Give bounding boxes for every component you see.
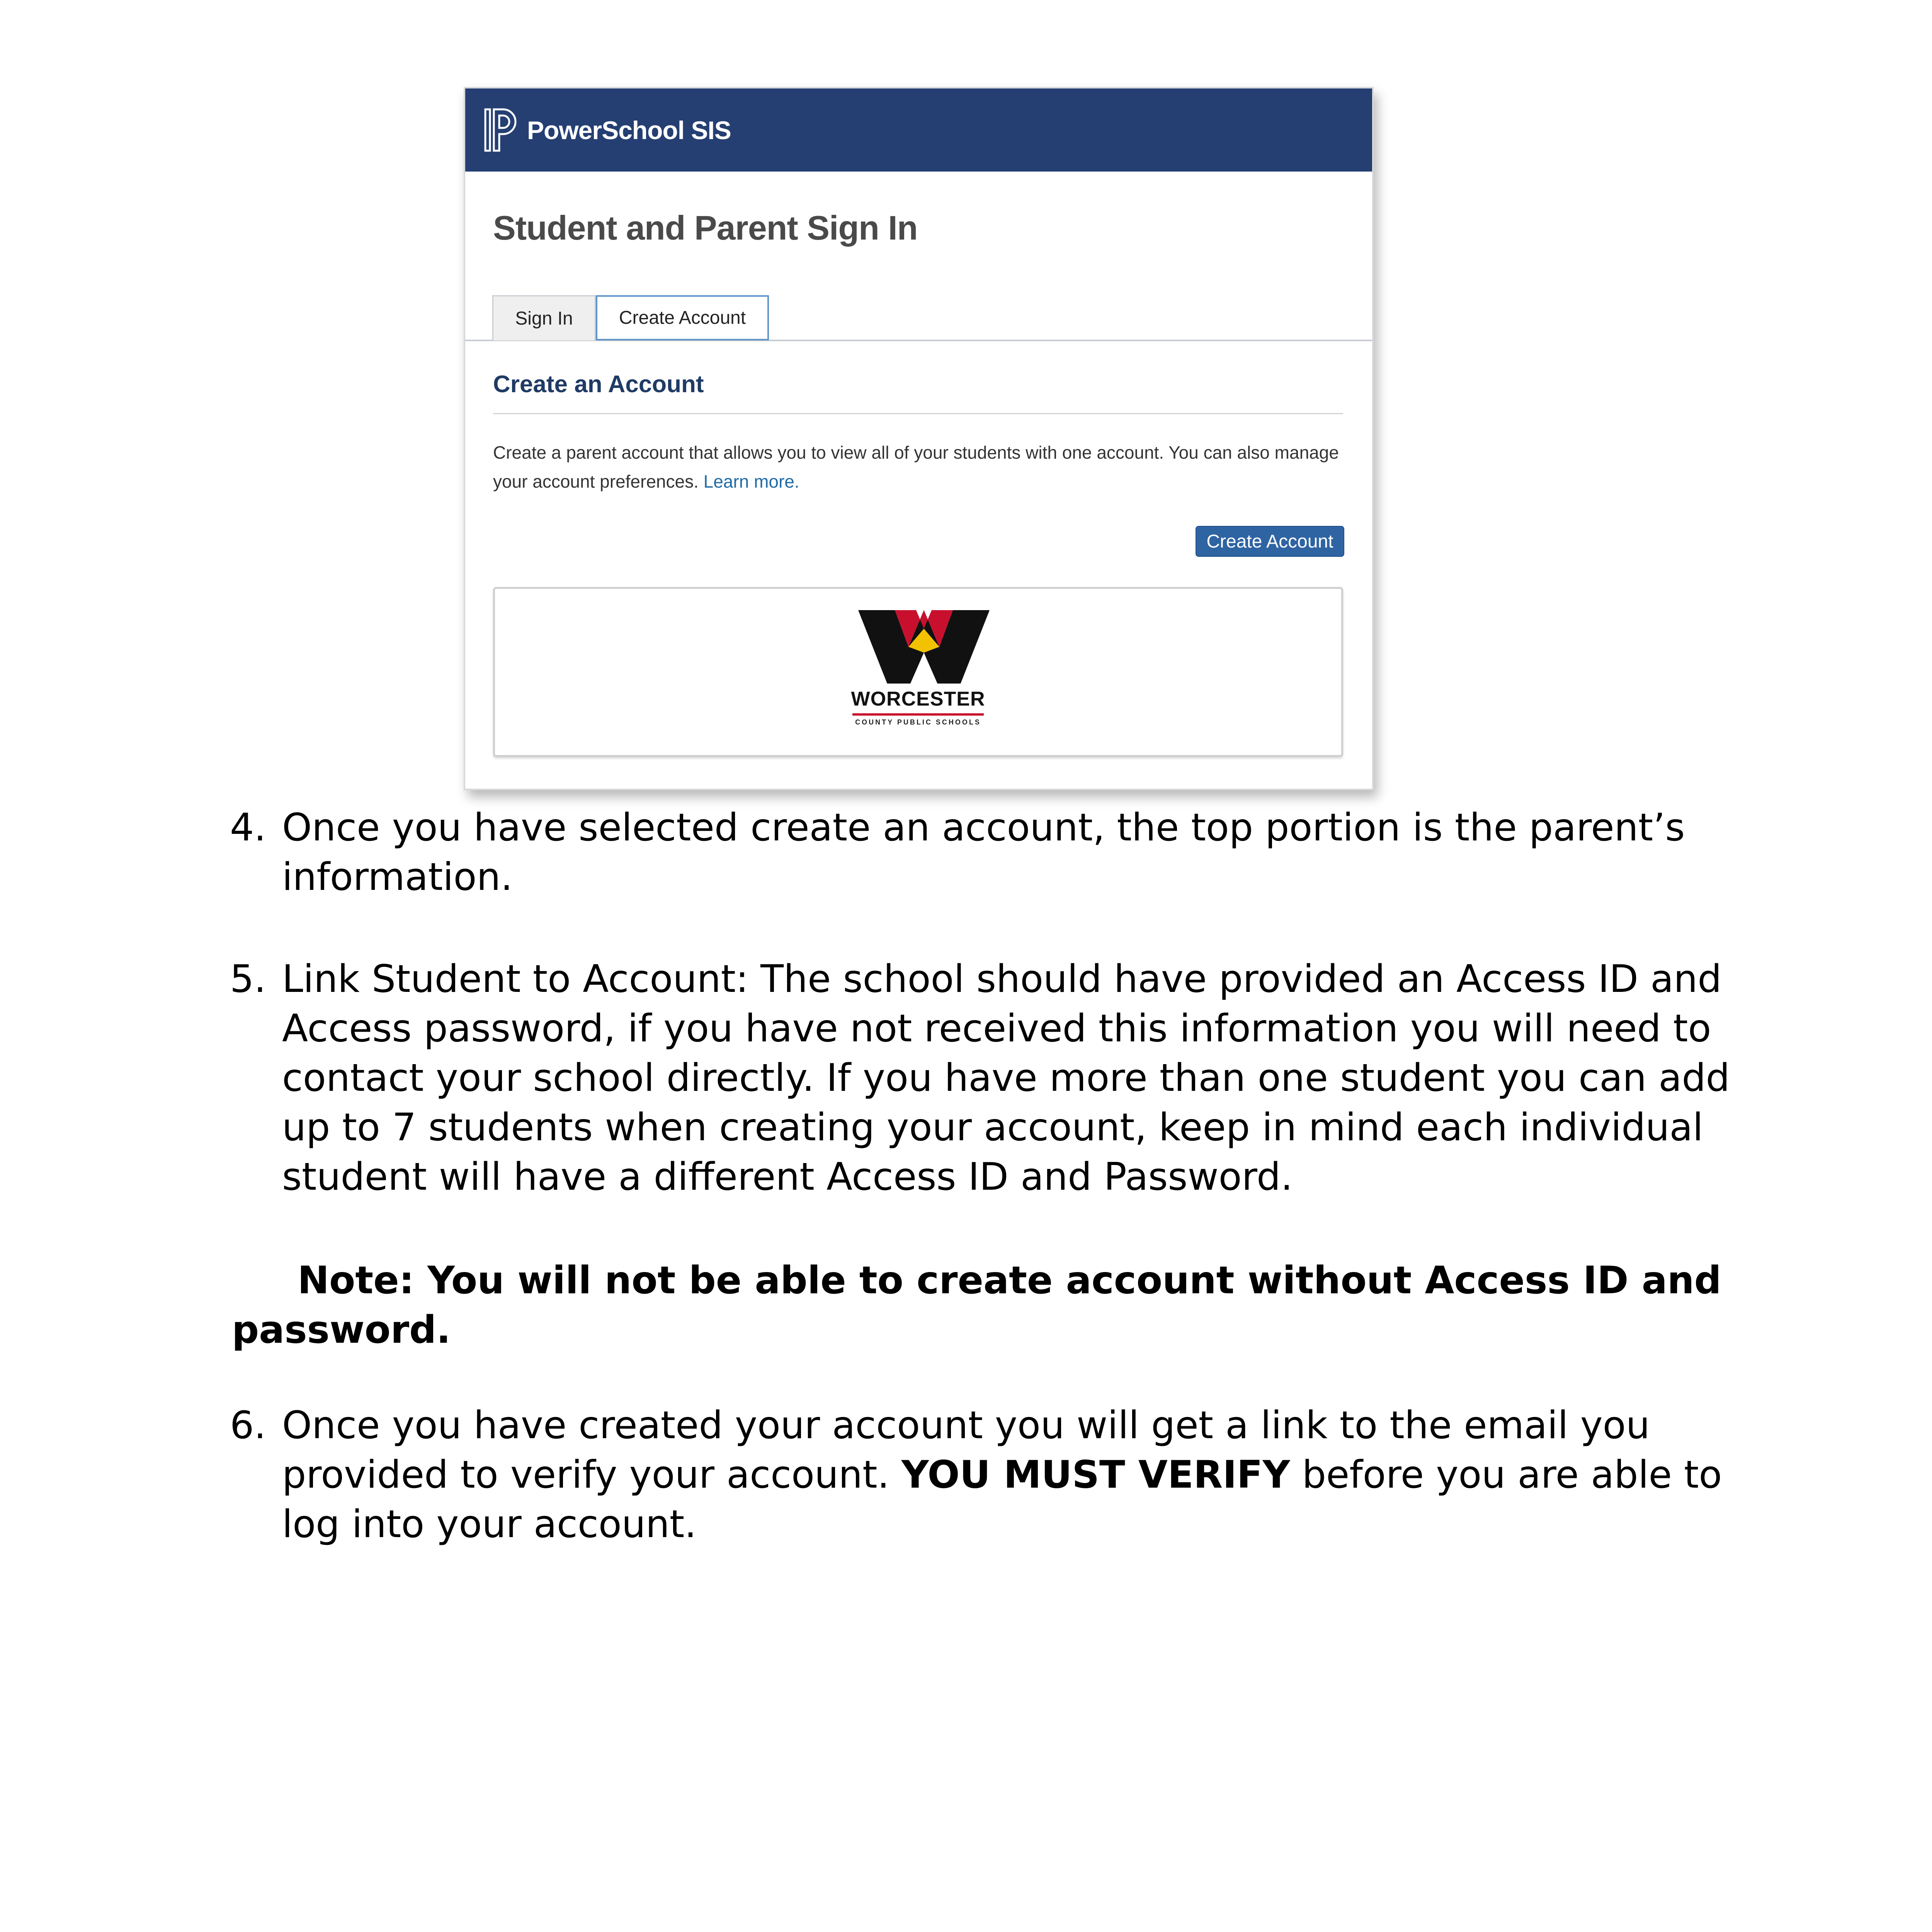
item-text: Once you have selected create an account, the top portion is the parent’s information. xyxy=(282,806,1685,899)
description-text: Create a parent account that allows you to view all of your students with one account. You can also manage your account preferences. xyxy=(493,442,1339,492)
instruction-item-4 xyxy=(230,803,1750,902)
tab-sign-in[interactable]: Sign In xyxy=(492,295,596,340)
instruction-item-5 xyxy=(230,954,1750,1202)
district-subtitle: COUNTY PUBLIC SCHOOLS xyxy=(855,718,981,726)
item-text: Link Student to Account: The school should have provided an Access ID and Access password, if you have not received this information you will need to contact your school directly. If you have more than one student you can add up to 7 students when creating your account, keep in mind each individual student will have a different Access ID and Password. xyxy=(282,957,1730,1199)
app-name: PowerSchool SIS xyxy=(527,116,731,145)
powerschool-logo-icon xyxy=(484,108,519,152)
district-name: WORCESTER xyxy=(851,688,985,710)
learn-more-link[interactable]: Learn more. xyxy=(703,471,799,492)
worcester-w-logo-icon xyxy=(858,610,990,684)
tab-create-account[interactable]: Create Account xyxy=(596,295,769,340)
create-account-button[interactable]: Create Account xyxy=(1196,526,1344,557)
section-title: Create an Account xyxy=(493,371,704,398)
verify-emphasis: YOU MUST VERIFY xyxy=(901,1453,1290,1497)
item-text-start: Once you have created your account you will get a link to the email you provided to verify your account. xyxy=(282,1403,1650,1497)
access-id-note: Note: You will not be able to create account without Access ID and password. xyxy=(232,1259,1721,1352)
account-description xyxy=(493,438,1343,496)
district-logo-rule xyxy=(852,713,984,716)
section-divider xyxy=(493,413,1343,414)
powerschool-screenshot xyxy=(464,87,1374,790)
item-text-end: before you are able to log into your account. xyxy=(282,1453,1722,1546)
instruction-item-6 xyxy=(230,1401,1750,1549)
item-number: 5. xyxy=(230,957,266,1001)
item-text xyxy=(282,1401,1750,1549)
item-number: 6. xyxy=(230,1403,266,1447)
app-header xyxy=(465,88,1372,172)
page-title: Student and Parent Sign In xyxy=(493,209,918,247)
district-logo-panel xyxy=(493,587,1343,757)
item-number: 4. xyxy=(230,806,266,850)
